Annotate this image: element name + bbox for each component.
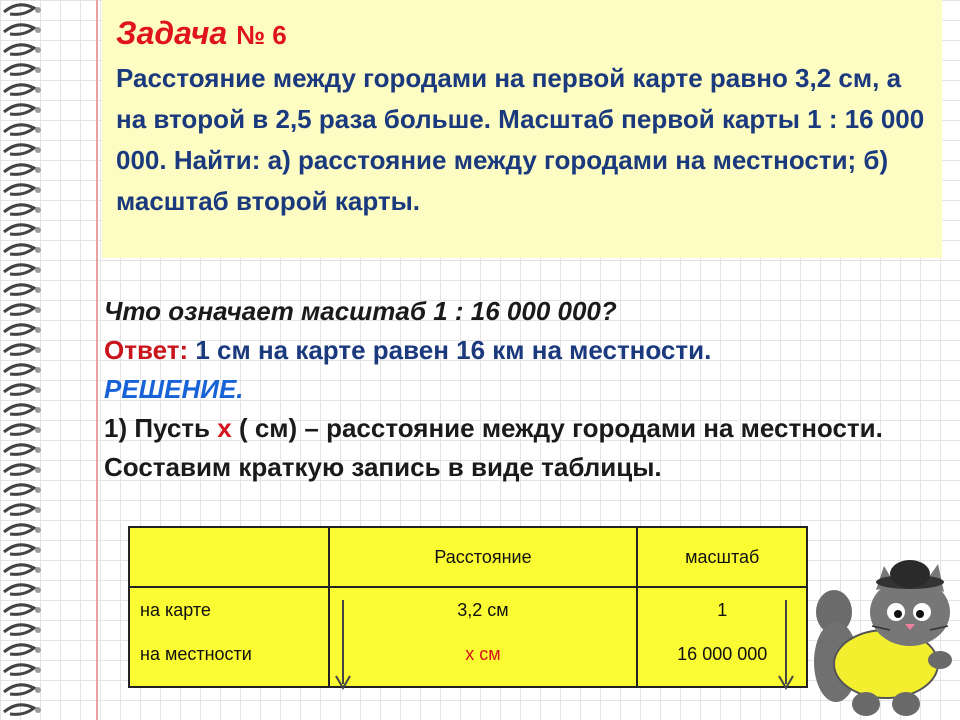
spiral-hole (35, 587, 41, 593)
spiral-hole (35, 347, 41, 353)
spiral-hole (35, 127, 41, 133)
spiral-hole (35, 707, 41, 713)
spiral-hole (35, 187, 41, 193)
spiral-hole (35, 207, 41, 213)
spiral-ring (4, 165, 34, 175)
distance-terrain: х см (465, 644, 501, 664)
spiral-ring (4, 625, 34, 635)
cat-with-hat-icon (806, 552, 956, 720)
problem-title (116, 14, 930, 54)
spiral-hole (35, 287, 41, 293)
spiral-ring (4, 285, 34, 295)
answer-line (104, 331, 924, 370)
question: Что означает масштаб 1 : 16 000 000? (104, 296, 617, 326)
spiral-hole (35, 27, 41, 33)
spiral-hole (35, 467, 41, 473)
spiral-ring (4, 585, 34, 595)
spiral-ring (4, 565, 34, 575)
margin-line (96, 0, 98, 720)
problem-box (102, 0, 942, 258)
table-header-empty (129, 527, 329, 587)
step-1-prefix: 1) Пусть (104, 413, 218, 443)
problem-text: Расстояние между городами на первой карте равно 3,2 см, а на второй в 2,5 раза больше. Масштаб первой карты 1 : 16 000 000. Найти: а) расстояние между городами на местности; б) масштаб второй карты. (116, 63, 925, 216)
scale-terrain: 16 000 000 (677, 644, 768, 664)
spiral-hole (35, 647, 41, 653)
spiral-ring (4, 25, 34, 35)
data-table-wrapper (128, 526, 808, 688)
table-header-row (129, 527, 807, 587)
spiral-ring (4, 445, 34, 455)
spiral-hole (35, 427, 41, 433)
row-label-terrain: на местности (140, 644, 252, 664)
problem-number: № 6 (236, 20, 287, 50)
spiral-hole (35, 247, 41, 253)
table-header-distance: Расстояние (329, 527, 638, 587)
spiral-hole (35, 687, 41, 693)
spiral-hole (35, 567, 41, 573)
spiral-ring (4, 265, 34, 275)
spiral-hole (35, 367, 41, 373)
spiral-hole (35, 527, 41, 533)
spiral-ring (4, 305, 34, 315)
spiral-hole (35, 167, 41, 173)
spiral-ring (4, 125, 34, 135)
spiral-hole (35, 507, 41, 513)
spiral-ring (4, 505, 34, 515)
spiral-ring (4, 705, 34, 715)
spiral-ring (4, 5, 34, 15)
answer-text: 1 см на карте равен 16 км на местности. (195, 335, 712, 365)
spiral-hole (35, 667, 41, 673)
spiral-hole (35, 267, 41, 273)
spiral-ring (4, 45, 34, 55)
spiral-ring (4, 205, 34, 215)
spiral-ring (4, 345, 34, 355)
spiral-ring (4, 185, 34, 195)
solution-text (104, 292, 924, 487)
step-1-suffix: ( см) – расстояние между городами на местности. Составим краткую запись в виде таблицы. (104, 413, 883, 482)
spiral-hole (35, 627, 41, 633)
distance-map: 3,2 см (457, 600, 509, 620)
row-label-map: на карте (140, 600, 211, 620)
spiral-hole (35, 387, 41, 393)
spiral-hole (35, 447, 41, 453)
spiral-hole (35, 67, 41, 73)
data-table (128, 526, 808, 688)
spiral-hole (35, 407, 41, 413)
spiral-hole (35, 7, 41, 13)
spiral-hole (35, 87, 41, 93)
spiral-ring (4, 65, 34, 75)
spiral-ring (4, 545, 34, 555)
spiral-ring (4, 385, 34, 395)
spiral-hole (35, 107, 41, 113)
spiral-ring (4, 425, 34, 435)
spiral-ring (4, 245, 34, 255)
spiral-ring (4, 145, 34, 155)
spiral-binding-icon (0, 0, 44, 720)
spiral-hole (35, 227, 41, 233)
solution-label: РЕШЕНИЕ. (104, 374, 244, 404)
spiral-hole (35, 547, 41, 553)
spiral-ring (4, 685, 34, 695)
step-1-variable: х (217, 413, 232, 443)
spiral-ring (4, 365, 34, 375)
answer-label: Ответ: (104, 335, 189, 365)
table-scale-cells (637, 587, 807, 687)
spiral-ring (4, 485, 34, 495)
spiral-hole (35, 487, 41, 493)
table-row-labels (129, 587, 329, 687)
spiral-ring (4, 645, 34, 655)
spiral-hole (35, 147, 41, 153)
spiral-ring (4, 405, 34, 415)
spiral-ring (4, 605, 34, 615)
spiral-hole (35, 327, 41, 333)
spiral-hole (35, 47, 41, 53)
step-1 (104, 409, 924, 487)
scale-map: 1 (717, 600, 728, 620)
spiral-ring (4, 665, 34, 675)
spiral-ring (4, 85, 34, 95)
spiral-hole (35, 607, 41, 613)
spiral-ring (4, 325, 34, 335)
table-row (129, 587, 807, 687)
table-header-scale: масштаб (637, 527, 807, 587)
table-distance-cells (329, 587, 638, 687)
spiral-ring (4, 225, 34, 235)
spiral-ring (4, 105, 34, 115)
spiral-ring (4, 525, 34, 535)
spiral-hole (35, 307, 41, 313)
problem-title-word: Задача (116, 15, 228, 51)
spiral-ring (4, 465, 34, 475)
